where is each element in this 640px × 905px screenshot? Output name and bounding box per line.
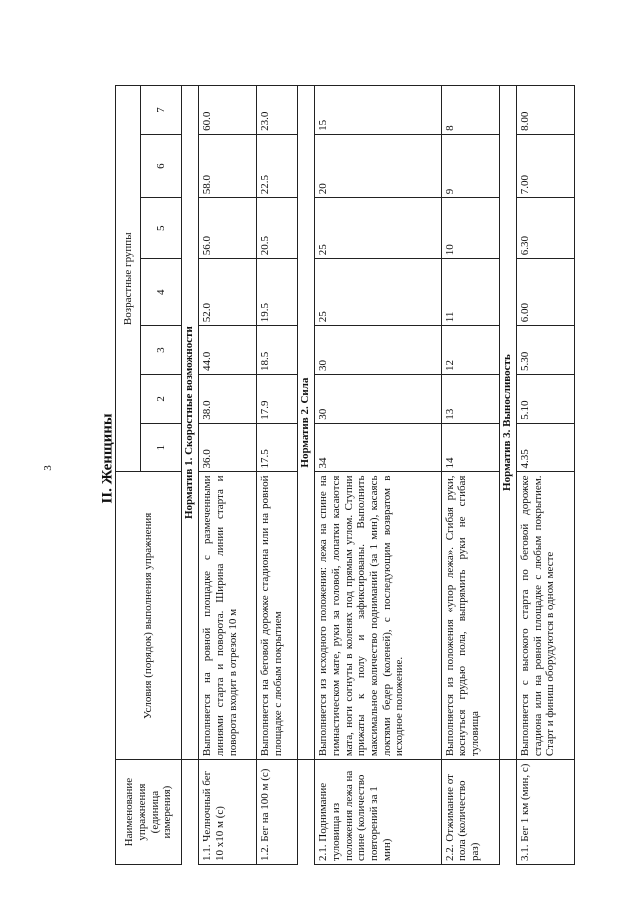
value-group-3: 5.30: [516, 326, 574, 375]
value-group-5: 25: [315, 198, 441, 259]
value-group-1: 17.5: [257, 423, 298, 472]
header-conditions-col: Условия (порядок) выполнения упражнения: [116, 472, 182, 760]
value-group-5: 56.0: [199, 198, 257, 259]
table-row: [257, 86, 298, 865]
value-group-7: 23.0: [257, 86, 298, 135]
value-group-4: 52.0: [199, 259, 257, 326]
table-row: [516, 86, 574, 865]
value-group-2: 13: [441, 375, 499, 424]
exercise-conditions: Выполняется с высокого старта по беговой дорожке стадиона или на ровной площадке с любым покрытием. Старт и финиш оборудуются в одном месте: [516, 472, 574, 760]
value-group-1: 4.35: [516, 423, 574, 472]
page-number: 3: [42, 465, 54, 471]
value-group-2: 38.0: [199, 375, 257, 424]
table-row: [315, 86, 441, 865]
table-row: [441, 86, 499, 865]
exercise-conditions: Выполняется на ровной площадке с размеченными линиями старта и поворота. Ширина линии старта и поворота входит в отрезок 10 м: [199, 472, 257, 760]
header-group-2: 2: [141, 375, 182, 424]
value-group-6: 7.00: [516, 134, 574, 197]
exercise-conditions: Выполняется из исходного положения: лежа на спине на гимнастическом мате, руки за головой, лопатки касаются мата, ноги согнуты в коленях под прямым углом. Ступни прижаты к полу и зафиксированы. Выполнить максимальное количество подниманий (за 1 мин), касаясь локтями бедер (коленей), с последующим возвратом в исходное положение.: [315, 472, 441, 760]
value-group-4: 6.00: [516, 259, 574, 326]
value-group-6: 9: [441, 134, 499, 197]
value-group-5: 20.5: [257, 198, 298, 259]
header-groups-label: Возрастные группы: [116, 86, 141, 473]
value-group-1: 34: [315, 423, 441, 472]
norm-3-heading-row: [499, 86, 516, 865]
value-group-4: 11: [441, 259, 499, 326]
value-group-6: 22.5: [257, 134, 298, 197]
header-group-4: 4: [141, 259, 182, 326]
header-group-7: 7: [141, 86, 182, 135]
header-group-1: 1: [141, 423, 182, 472]
header-group-3: 3: [141, 326, 182, 375]
norm-1-title: Норматив 1. Скоростные возможности: [182, 86, 199, 760]
value-group-7: 8: [441, 86, 499, 135]
value-group-5: 6.30: [516, 198, 574, 259]
value-group-7: 15: [315, 86, 441, 135]
norm-2-title: Норматив 2. Сила: [298, 86, 315, 760]
value-group-1: 14: [441, 423, 499, 472]
value-group-3: 30: [315, 326, 441, 375]
value-group-3: 44.0: [199, 326, 257, 375]
exercise-name: 3.1. Бег 1 км (мин, с): [516, 760, 574, 865]
exercise-conditions: Выполняется на беговой дорожке стадиона или на ровной площадке с любым покрытием: [257, 472, 298, 760]
header-name-col: Наименование упражнения (единица измерения): [116, 760, 182, 865]
value-group-3: 18.5: [257, 326, 298, 375]
value-group-3: 12: [441, 326, 499, 375]
value-group-4: 25: [315, 259, 441, 326]
value-group-6: 58.0: [199, 134, 257, 197]
value-group-2: 30: [315, 375, 441, 424]
rotated-table-container: [115, 85, 575, 865]
value-group-6: 20: [315, 134, 441, 197]
exercise-name: 1.2. Бег на 100 м (с): [257, 760, 298, 865]
exercise-conditions: Выполняется из положения «упор лежа». Сгибая руки, коснуться грудью пола, выпрямить руки не сгибая туловища: [441, 472, 499, 760]
value-group-5: 10: [441, 198, 499, 259]
norms-table: [115, 85, 575, 865]
exercise-name: 2.2. Отжимание от пола (количество раз): [441, 760, 499, 865]
value-group-7: 60.0: [199, 86, 257, 135]
header-group-6: 6: [141, 134, 182, 197]
value-group-4: 19.5: [257, 259, 298, 326]
section-title: II. Женщины: [99, 413, 116, 504]
exercise-name: 1.1. Челночный бег 10 х10 м (с): [199, 760, 257, 865]
header-row-1: [116, 86, 141, 865]
norm-3-title: Норматив 3. Выносливость: [499, 86, 516, 760]
norm-1-heading-row: [182, 86, 199, 865]
value-group-7: 8.00: [516, 86, 574, 135]
table-row: [199, 86, 257, 865]
value-group-1: 36.0: [199, 423, 257, 472]
value-group-2: 17.9: [257, 375, 298, 424]
exercise-name: 2.1. Поднимание туловища из положения лежа на спине (количество повторений за 1 мин): [315, 760, 441, 865]
norm-2-heading-row: [298, 86, 315, 865]
value-group-2: 5.10: [516, 375, 574, 424]
header-group-5: 5: [141, 198, 182, 259]
